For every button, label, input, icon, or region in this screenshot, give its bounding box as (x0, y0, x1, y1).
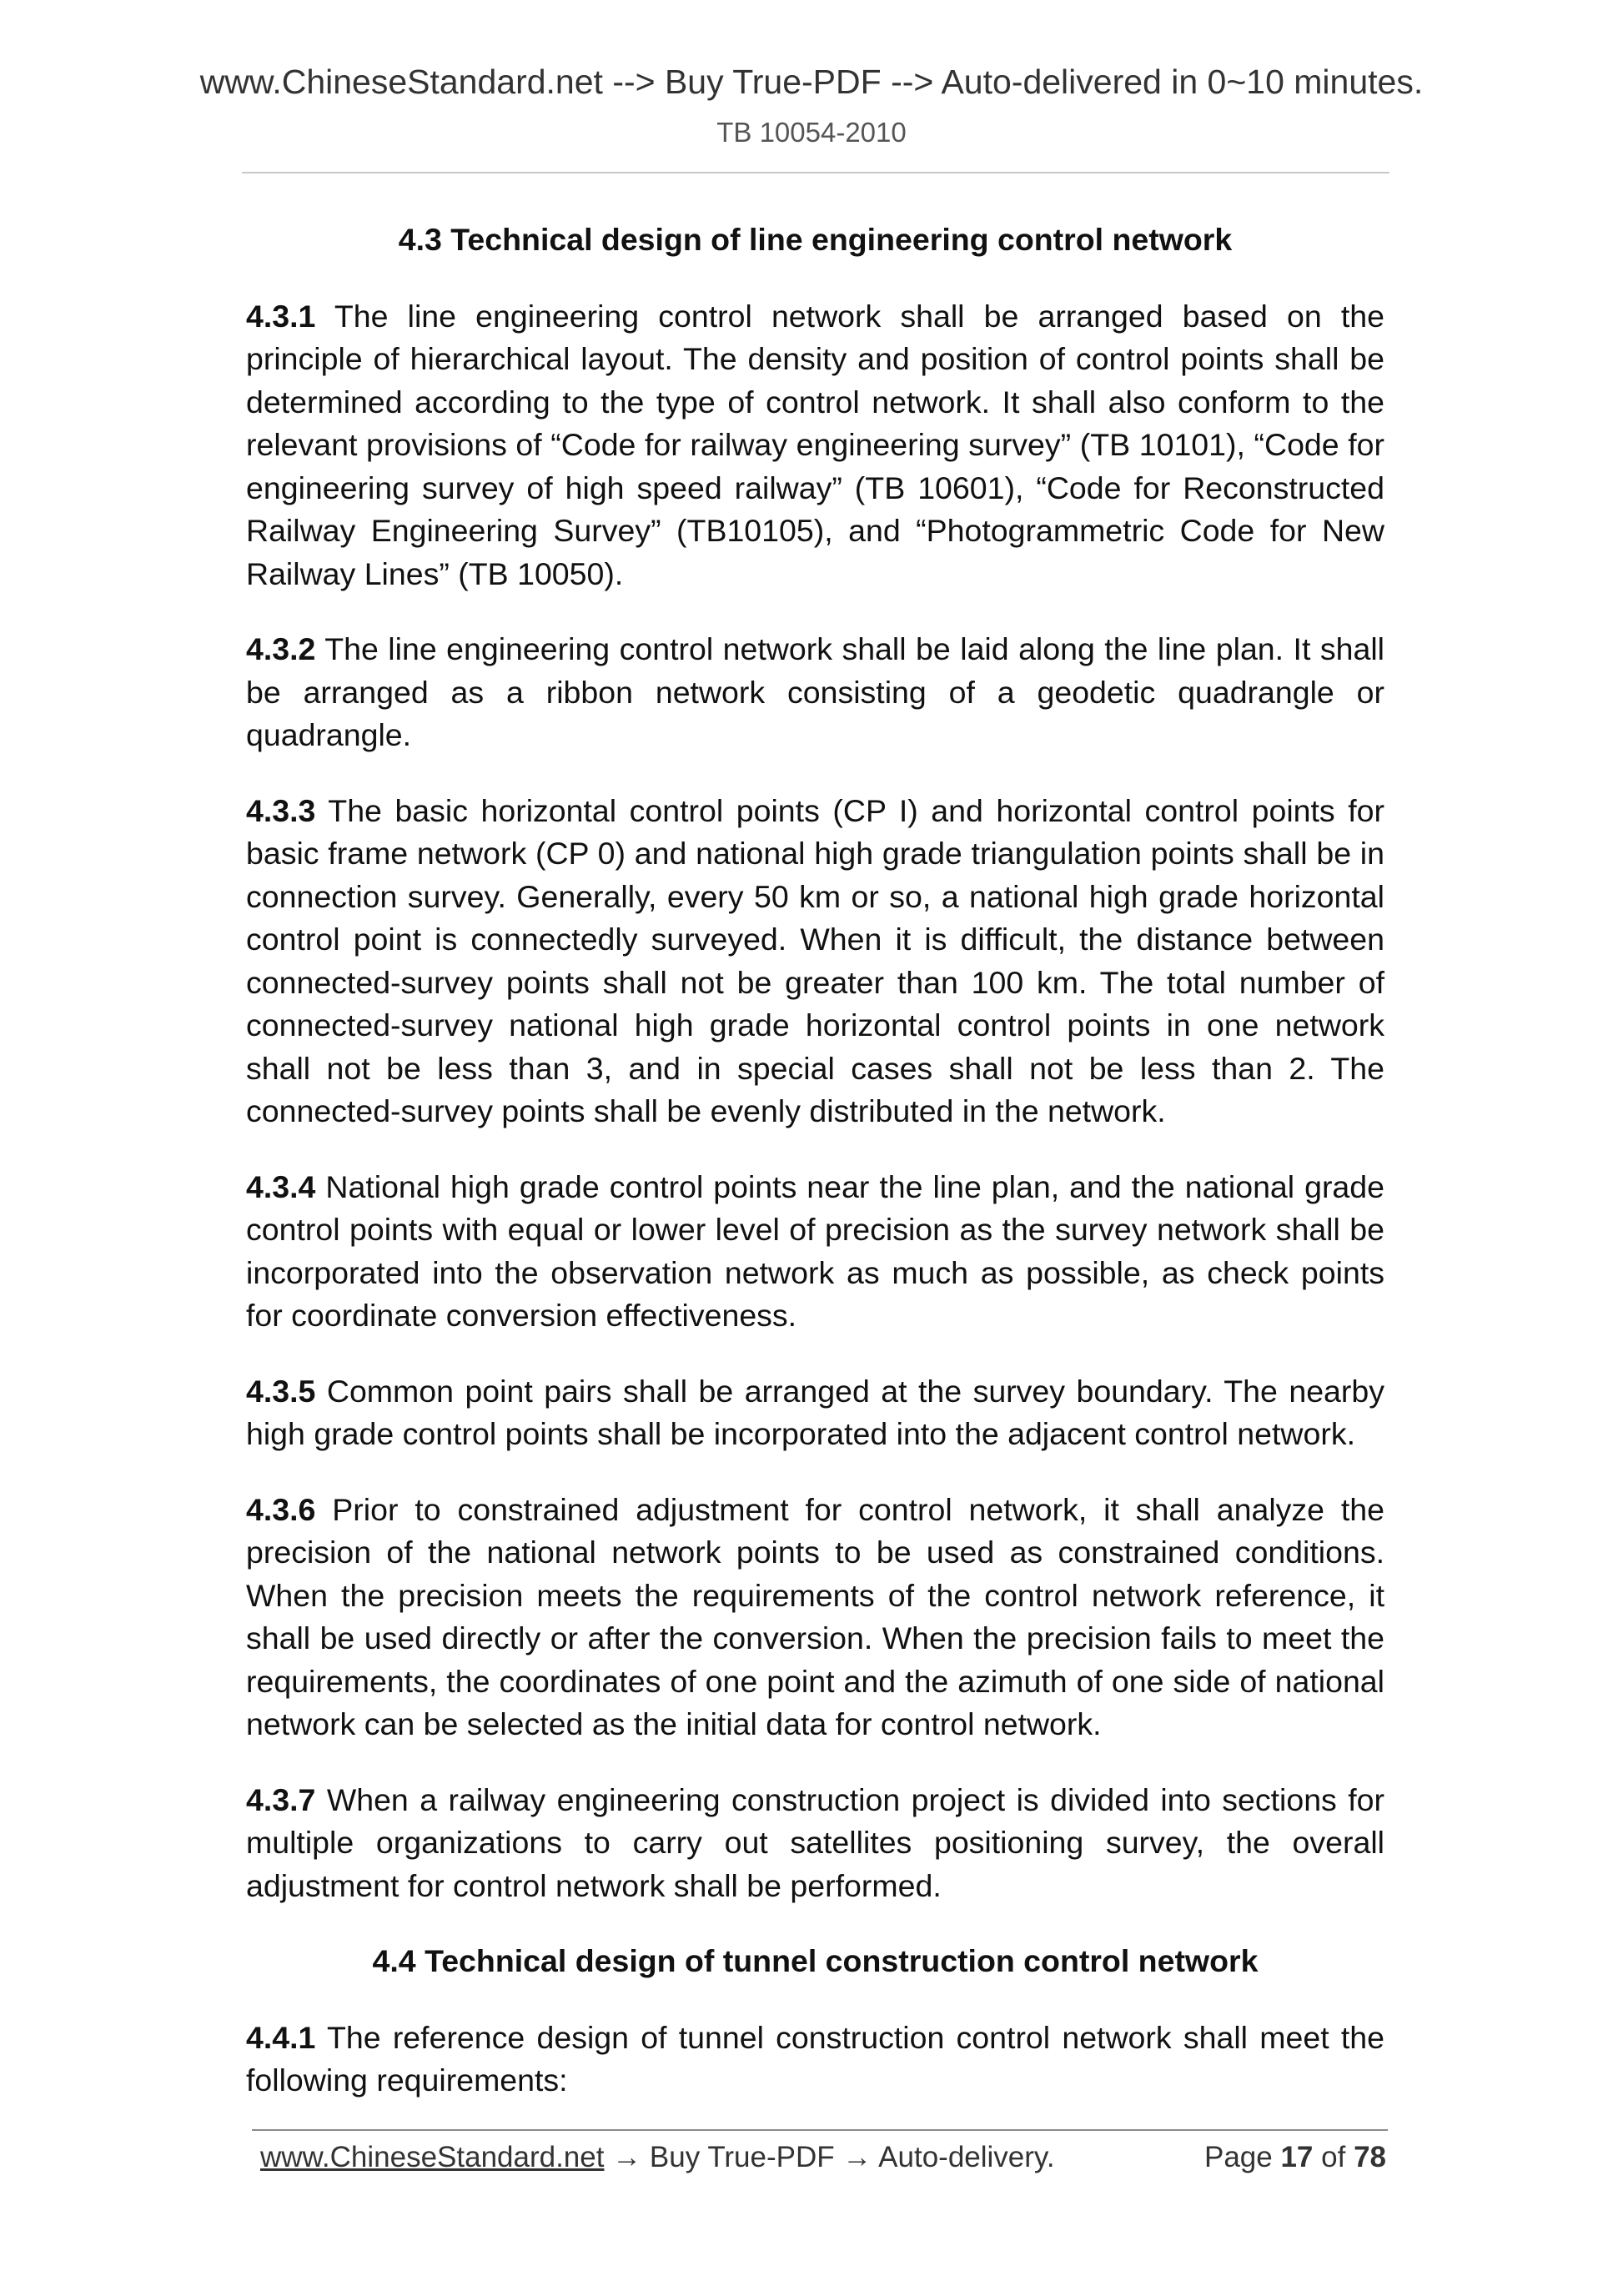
page-footer (260, 2137, 1386, 2178)
page-label: Page (1203, 2141, 1273, 2173)
clause-4-3-3 (246, 790, 1384, 1133)
clause-text: The basic horizontal control points (CP I) and horizontal control points for basic frame network (CP 0) and national high grade triangulation points shall be in connection survey. Generally, every 50 km or so, a national high grade horizontal control point is connectedly surveyed. When it is difficult, the distance between connected-survey points shall not be greater than 100 km. The total number of connected-survey national high grade horizontal control points in one network shall not be less than 3, and in special cases shall not be less than 2. The connected-survey points shall be evenly distributed in the network. (246, 792, 1384, 1128)
clause-4-3-5 (246, 1370, 1384, 1456)
total-pages: 78 (1354, 2141, 1386, 2173)
section-heading-4-4: 4.4 Technical design of tunnel construction control network (372, 1943, 1259, 1978)
clause-4-3-6 (246, 1489, 1384, 1746)
footer-site-link[interactable]: www.ChineseStandard.net (260, 2141, 605, 2173)
clause-number: 4.3.2 (246, 631, 316, 666)
clause-text: Prior to constrained adjustment for control network, it shall analyze the precision of the national network points to be used as constrained conditions. When the precision meets the requirements of the control network reference, it shall be used directly or after the conversion. When the precision fails to meet the requirements, the coordinates of one point and the azimuth of one side of national network can be selected as the initial data for control network. (246, 1491, 1384, 1741)
clause-number: 4.3.3 (246, 792, 316, 828)
clause-4-4-1 (246, 2017, 1384, 2103)
page-body (246, 219, 1384, 2135)
clause-text: When a railway engineering construction project is divided into sections for multiple organizations to carry out satellites positioning survey, the overall adjustment for control network shall be performed. (246, 1781, 1384, 1903)
clause-number: 4.4.1 (246, 2019, 316, 2055)
page-number: 17 (1280, 2141, 1314, 2173)
header-divider (242, 172, 1389, 173)
clause-4-3-2 (246, 628, 1384, 757)
footer-promo (260, 2141, 1055, 2173)
of-label: of (1321, 2141, 1346, 2173)
clause-number: 4.3.6 (246, 1491, 316, 1527)
clause-4-3-1 (246, 295, 1384, 596)
section-heading-4-3: 4.3 Technical design of line engineering control network (398, 222, 1233, 257)
clause-text: Common point pairs shall be arranged at the survey boundary. The nearby high grade control points shall be incorporated into the adjacent control network. (246, 1373, 1384, 1451)
clause-number: 4.3.7 (246, 1781, 316, 1817)
footer-promo-text: → Buy True-PDF → Auto-delivery. (604, 2141, 1055, 2173)
clause-text: National high grade control points near the line plan, and the national grade control points with equal or lower level of precision as the survey network shall be incorporated into the observation network as much as possible, as check points for coordinate conversion effectiveness. (246, 1168, 1384, 1333)
clause-number: 4.3.1 (246, 298, 316, 334)
footer-divider (252, 2129, 1388, 2131)
page-counter (1204, 2137, 1386, 2178)
clause-text: The line engineering control network shall be laid along the line plan. It shall be arranged as a ribbon network consisting of a geodetic quadrangle or quadrangle. (246, 631, 1384, 752)
clause-number: 4.3.5 (246, 1373, 316, 1409)
site-banner: www.ChineseStandard.net --> Buy True-PDF --> Auto-delivered in 0~10 minutes. (199, 63, 1424, 101)
clause-4-3-4 (246, 1166, 1384, 1338)
clause-number: 4.3.4 (246, 1168, 316, 1204)
clause-4-3-7 (246, 1779, 1384, 1908)
clause-text: The reference design of tunnel construction control network shall meet the following requirements: (246, 2019, 1384, 2098)
clause-text: The line engineering control network shall be arranged based on the principle of hierarchical layout. The density and position of control points shall be determined according to the type of control network. It shall also conform to the relevant provisions of “Code for railway engineering survey” (TB 10101), “Code for engineering survey of high speed railway” (TB 10601), “Code for Reconstructed Railway Engineering Survey” (TB10105), and “Photogrammetric Code for New Railway Lines” (TB 10050). (246, 298, 1385, 591)
document-code: TB 10054-2010 (716, 117, 907, 148)
